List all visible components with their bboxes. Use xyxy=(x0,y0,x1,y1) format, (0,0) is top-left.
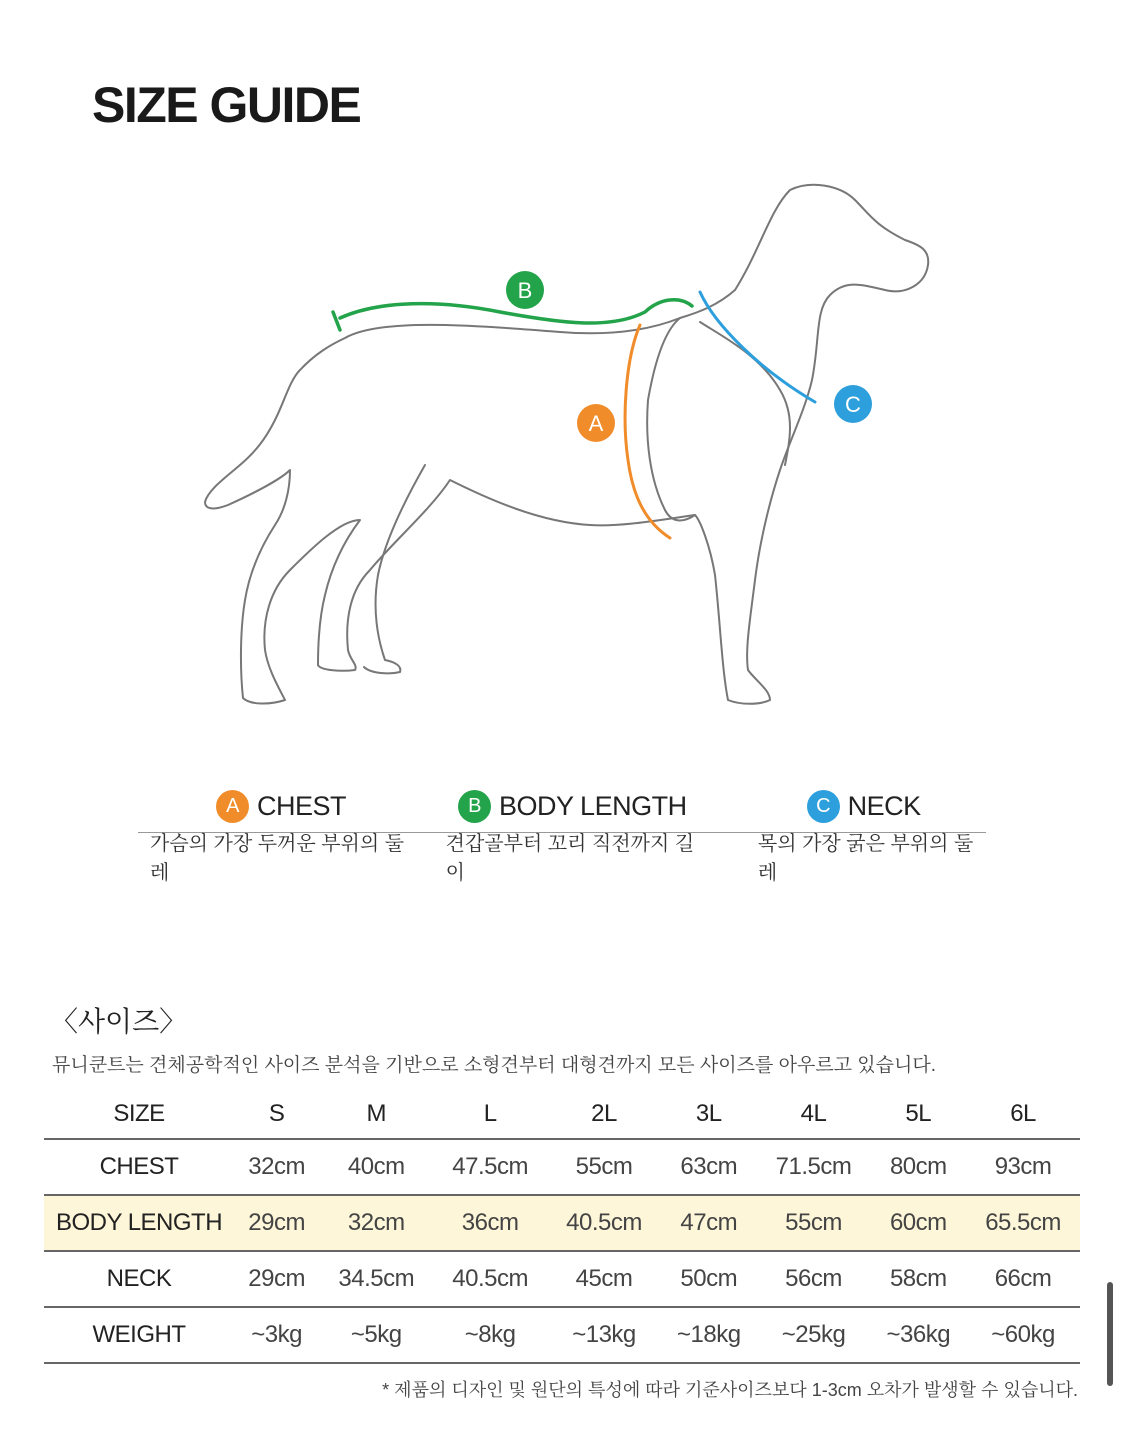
legend-badge-c: C xyxy=(807,790,840,823)
size-table-header xyxy=(44,1090,1080,1139)
header-3l: 3L xyxy=(661,1090,757,1139)
table-cell: ~13kg xyxy=(547,1307,661,1363)
table-cell: 40.5cm xyxy=(547,1195,661,1251)
legend-body-length xyxy=(458,790,687,823)
legend-neck xyxy=(807,790,921,823)
size-table xyxy=(44,1090,1080,1364)
table-cell: ~36kg xyxy=(870,1307,966,1363)
badge-c xyxy=(834,385,872,423)
neck-measure-line xyxy=(700,292,815,402)
table-cell: 55cm xyxy=(547,1139,661,1195)
table-cell: 71.5cm xyxy=(757,1139,871,1195)
header-l: L xyxy=(433,1090,547,1139)
table-cell: 58cm xyxy=(870,1251,966,1307)
table-cell: ~3kg xyxy=(234,1307,319,1363)
page-title: SIZE GUIDE xyxy=(92,77,361,133)
table-cell: 40.5cm xyxy=(433,1251,547,1307)
table-cell: 36cm xyxy=(433,1195,547,1251)
row-label: BODY LENGTH xyxy=(44,1195,234,1251)
table-cell: 47cm xyxy=(661,1195,757,1251)
table-cell: 93cm xyxy=(966,1139,1080,1195)
legend-desc-neck: 목의 가장 굵은 부위의 둘레 xyxy=(757,833,974,884)
table-cell: 34.5cm xyxy=(319,1251,433,1307)
table-cell: 32cm xyxy=(319,1195,433,1251)
table-cell: ~25kg xyxy=(757,1307,871,1363)
badge-a xyxy=(577,404,615,442)
row-label: NECK xyxy=(44,1251,234,1307)
svg-text:A: A xyxy=(588,411,604,436)
svg-text:C: C xyxy=(845,392,861,417)
legend-desc-chest: 가슴의 가장 두꺼운 부위의 둘레 xyxy=(150,833,405,884)
legend-badge-b: B xyxy=(458,790,491,823)
dog-outline-front-leg xyxy=(647,318,695,520)
header-s: S xyxy=(234,1090,319,1139)
legend-label-chest: CHEST xyxy=(257,790,347,821)
table-cell: ~60kg xyxy=(966,1307,1080,1363)
row-label: WEIGHT xyxy=(44,1307,234,1363)
legend-badge-a: A xyxy=(216,790,249,823)
measurement-legend xyxy=(138,780,986,884)
table-cell: 66cm xyxy=(966,1251,1080,1307)
header-m: M xyxy=(319,1090,433,1139)
table-row-neck xyxy=(44,1251,1080,1307)
table-cell: 32cm xyxy=(234,1139,319,1195)
table-cell: 47.5cm xyxy=(433,1139,547,1195)
svg-text:B: B xyxy=(517,278,533,303)
size-section-desc: 뮤니쿤트는 견체공학적인 사이즈 분석을 기반으로 소형견부터 대형견까지 모든 사이즈를 아우르고 있습니다. xyxy=(52,1055,936,1076)
table-cell: 29cm xyxy=(234,1251,319,1307)
header-5l: 5L xyxy=(870,1090,966,1139)
header-size: SIZE xyxy=(44,1090,234,1139)
table-cell: 63cm xyxy=(661,1139,757,1195)
header-6l: 6L xyxy=(966,1090,1080,1139)
dog-outline-back-leg xyxy=(364,465,425,673)
legend-chest xyxy=(216,790,346,823)
size-note: * 제품의 디자인 및 원단의 특성에 따라 기준사이즈보다 1-3cm 오차가 발생할 수 있습니다. xyxy=(382,1380,1078,1400)
table-cell: 60cm xyxy=(870,1195,966,1251)
table-cell: 45cm xyxy=(547,1251,661,1307)
dog-outline-chest xyxy=(700,322,790,465)
size-section-title: 〈사이즈〉 xyxy=(50,1006,188,1037)
badge-b xyxy=(506,271,544,309)
table-cell: 50cm xyxy=(661,1251,757,1307)
table-cell: 55cm xyxy=(757,1195,871,1251)
legend-label-body-length: BODY LENGTH xyxy=(499,790,687,821)
table-cell: 80cm xyxy=(870,1139,966,1195)
table-cell: ~5kg xyxy=(319,1307,433,1363)
table-row-weight xyxy=(44,1307,1080,1363)
table-cell: ~8kg xyxy=(433,1307,547,1363)
scrollbar[interactable] xyxy=(1107,1282,1113,1386)
table-cell: 29cm xyxy=(234,1195,319,1251)
legend-label-neck: NECK xyxy=(847,790,921,821)
table-row-chest xyxy=(44,1139,1080,1195)
table-row-body-length xyxy=(44,1195,1080,1251)
header-4l: 4L xyxy=(757,1090,871,1139)
row-label: CHEST xyxy=(44,1139,234,1195)
header-2l: 2L xyxy=(547,1090,661,1139)
legend-desc-body-length: 견갑골부터 꼬리 직전까지 길이 xyxy=(445,833,695,884)
dog-outline-body xyxy=(205,185,928,704)
table-cell: 40cm xyxy=(319,1139,433,1195)
table-cell: 65.5cm xyxy=(966,1195,1080,1251)
table-cell: 56cm xyxy=(757,1251,871,1307)
table-cell: ~18kg xyxy=(661,1307,757,1363)
